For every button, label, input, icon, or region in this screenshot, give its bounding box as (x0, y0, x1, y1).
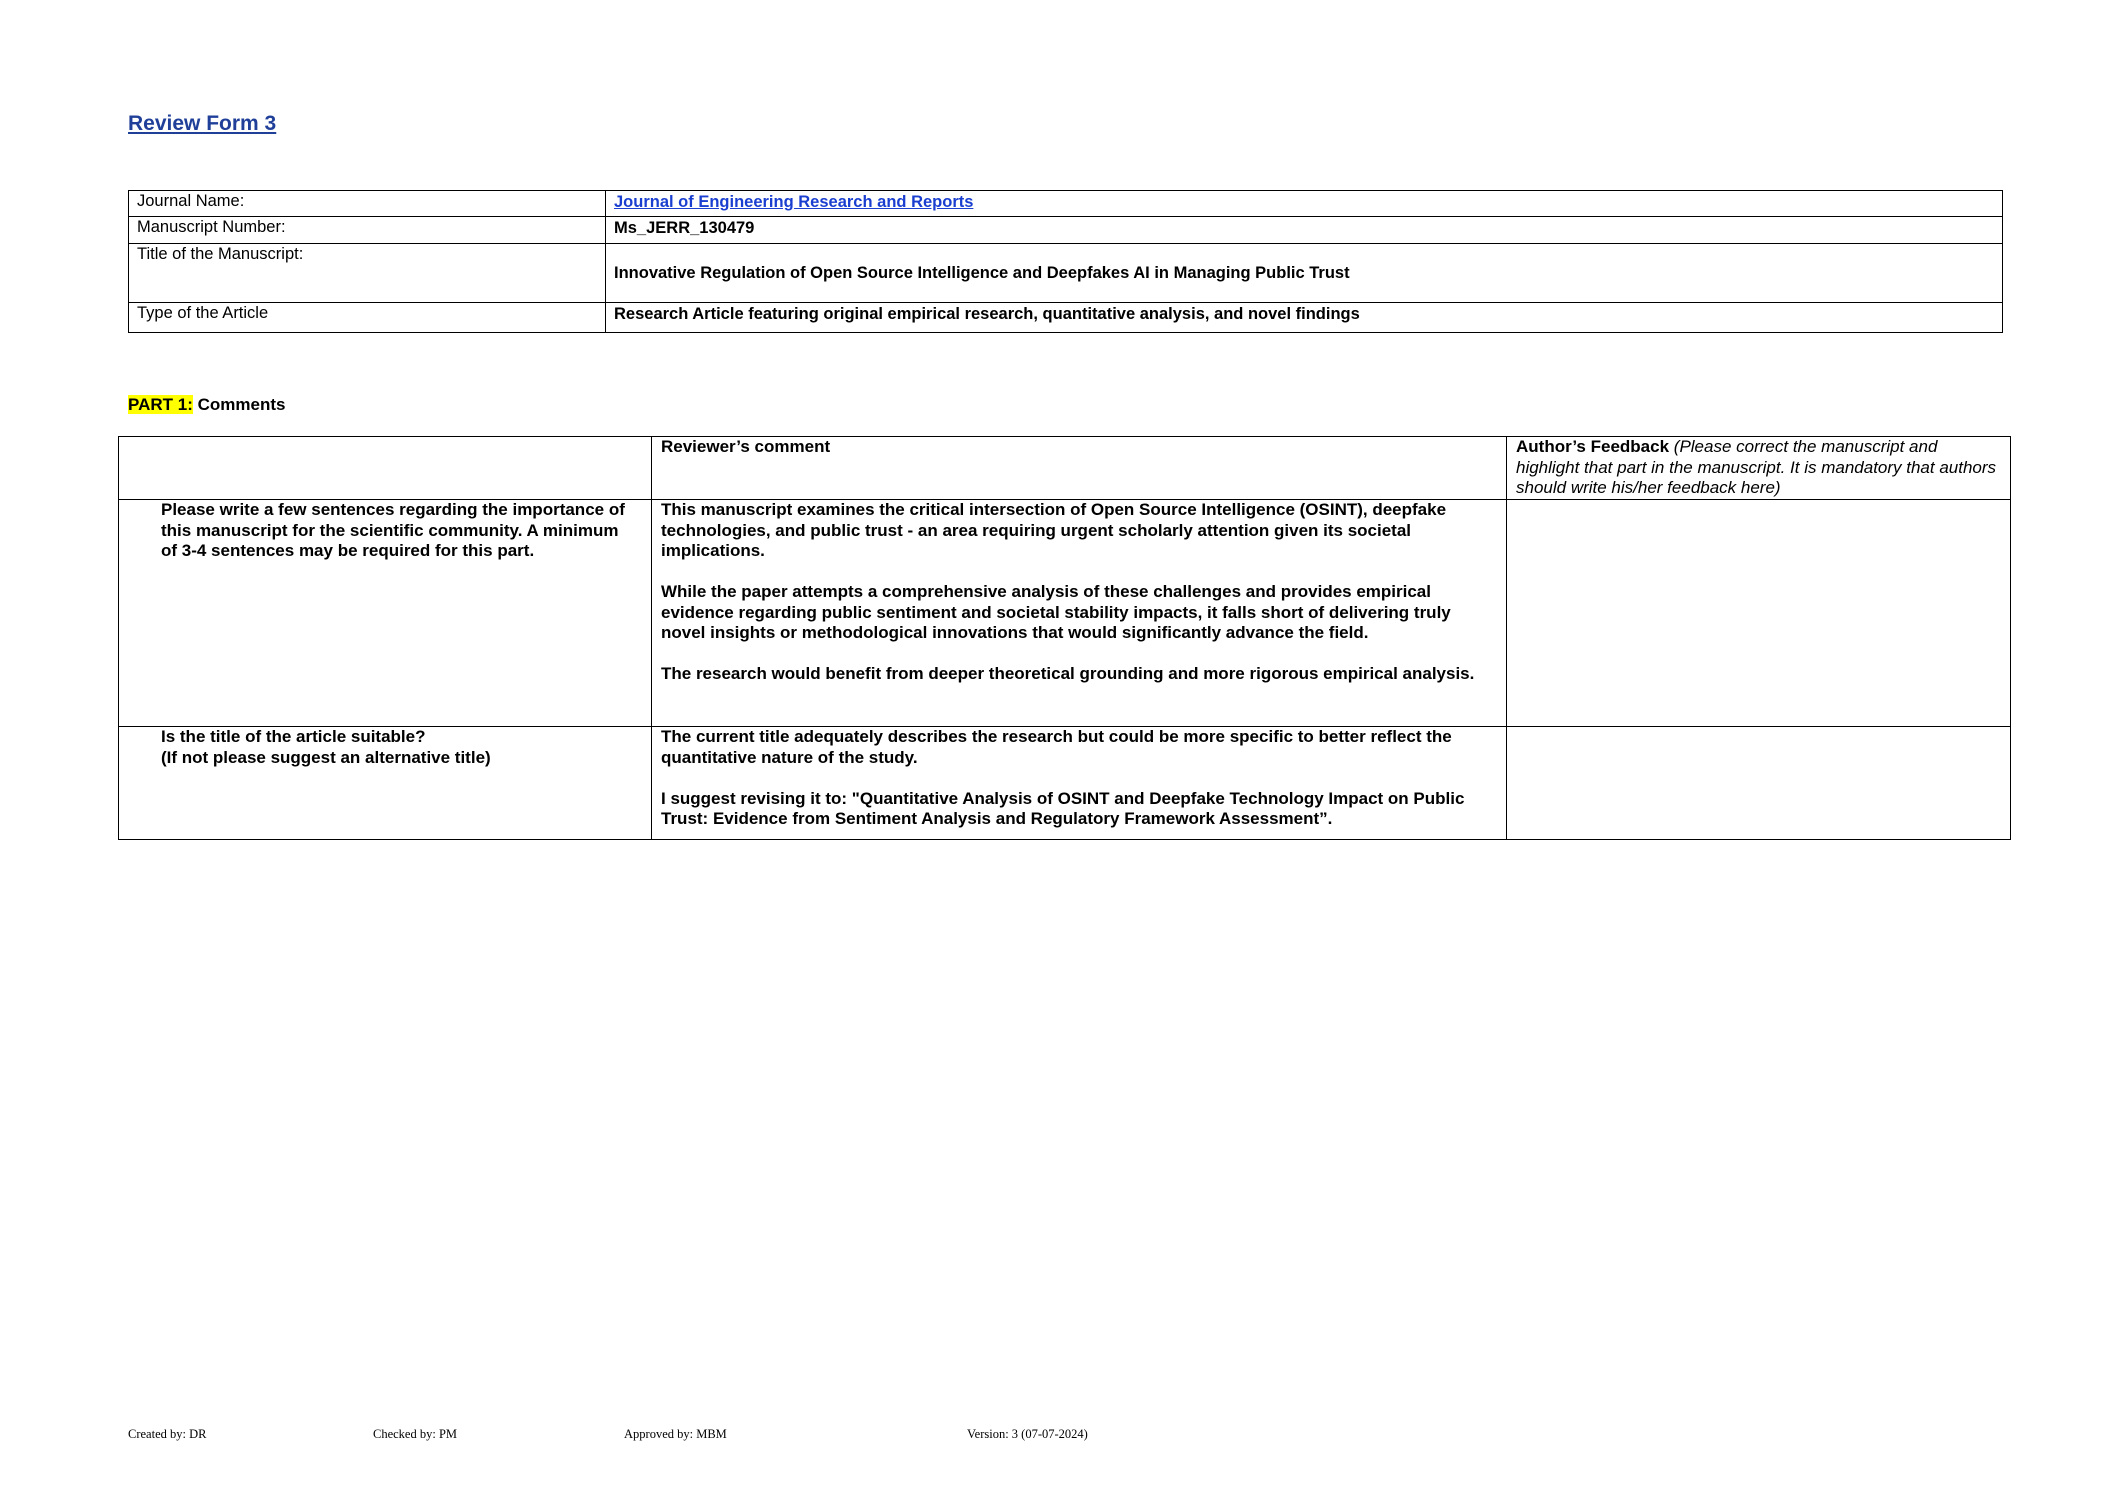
manuscript-number-row (129, 217, 2003, 244)
header-blank-cell (119, 437, 652, 500)
comments-header-row (119, 437, 2011, 500)
comments-table (118, 436, 2011, 840)
footer-created-by: Created by: DR (128, 1427, 207, 1441)
comment-paragraph: The research would benefit from deeper theoretical grounding and more rigorous empirical analysis. (661, 664, 1475, 683)
title-suitability-row (119, 727, 2011, 840)
importance-question: Please write a few sentences regarding the importance of this manuscript for the scientific community. A minimum of 3-4 sentences may be required for this part. (119, 500, 652, 727)
form-title: Review Form 3 (128, 112, 277, 135)
manuscript-title-label: Title of the Manuscript: (129, 244, 606, 303)
journal-name-cell (606, 191, 2003, 217)
author-feedback-header-instructions: (Please correct the manuscript and highlight that part in the manuscript. It is mandatory that authors should write his/her feedback here) (1516, 437, 1997, 497)
part-1-label: PART 1: (128, 395, 193, 414)
comment-paragraph: While the paper attempts a comprehensive analysis of these challenges and provides empirical evidence regarding public sentiment and societal stability impacts, it falls short of delivering truly novel insights or methodological innovations that would significantly advance the field. (661, 582, 1451, 642)
reviewer-comment-header: Reviewer’s comment (652, 437, 1507, 500)
article-type-row (129, 303, 2003, 333)
importance-reviewer-comment (652, 500, 1507, 727)
comment-paragraph: I suggest revising it to: "Quantitative Analysis of OSINT and Deepfake Technology Impact on Public Trust: Evidence from Sentiment Analysis and Regulatory Framework Assessment”. (661, 788, 1465, 828)
part-1-title: Comments (197, 395, 286, 414)
footer-version: Version: 3 (07-07-2024) (967, 1427, 1088, 1441)
footer-checked-by: Checked by: PM (373, 1427, 458, 1441)
manuscript-title-value: Innovative Regulation of Open Source Intelligence and Deepfakes AI in Managing Public Trust (606, 244, 2003, 303)
journal-name-label: Journal Name: (129, 191, 606, 217)
author-feedback-header-title: Author’s Feedback (1516, 437, 1670, 456)
manuscript-number-label: Manuscript Number: (129, 217, 606, 244)
title-suitability-question-line2: (If not please suggest an alternative title) (161, 747, 491, 767)
manuscript-info-table (128, 190, 2003, 333)
title-suitability-reviewer-comment (652, 727, 1507, 840)
title-suitability-question-line1: Is the title of the article suitable? (161, 727, 426, 746)
journal-row (129, 191, 2003, 217)
article-type-value: Research Article featuring original empirical research, quantitative analysis, and novel findings (606, 303, 2003, 333)
title-suitability-question (119, 727, 652, 840)
footer-approved-by: Approved by: MBM (624, 1427, 727, 1441)
journal-name-link[interactable]: Journal of Engineering Research and Reports (614, 193, 974, 211)
comment-paragraph: The current title adequately describes the research but could be more specific to better reflect the quantitative nature of the study. (661, 727, 1452, 767)
importance-row (119, 500, 2011, 727)
part-1-heading (128, 395, 285, 415)
manuscript-title-row (129, 244, 2003, 303)
importance-author-feedback[interactable] (1507, 500, 2011, 727)
comment-paragraph: This manuscript examines the critical intersection of Open Source Intelligence (OSINT), deepfake technologies, and public trust - an area requiring urgent scholarly attention given its societal implications. (661, 500, 1447, 560)
author-feedback-header (1507, 437, 2011, 500)
title-suitability-author-feedback[interactable] (1507, 727, 2011, 840)
article-type-label: Type of the Article (129, 303, 606, 333)
manuscript-number-value: Ms_JERR_130479 (606, 217, 2003, 244)
